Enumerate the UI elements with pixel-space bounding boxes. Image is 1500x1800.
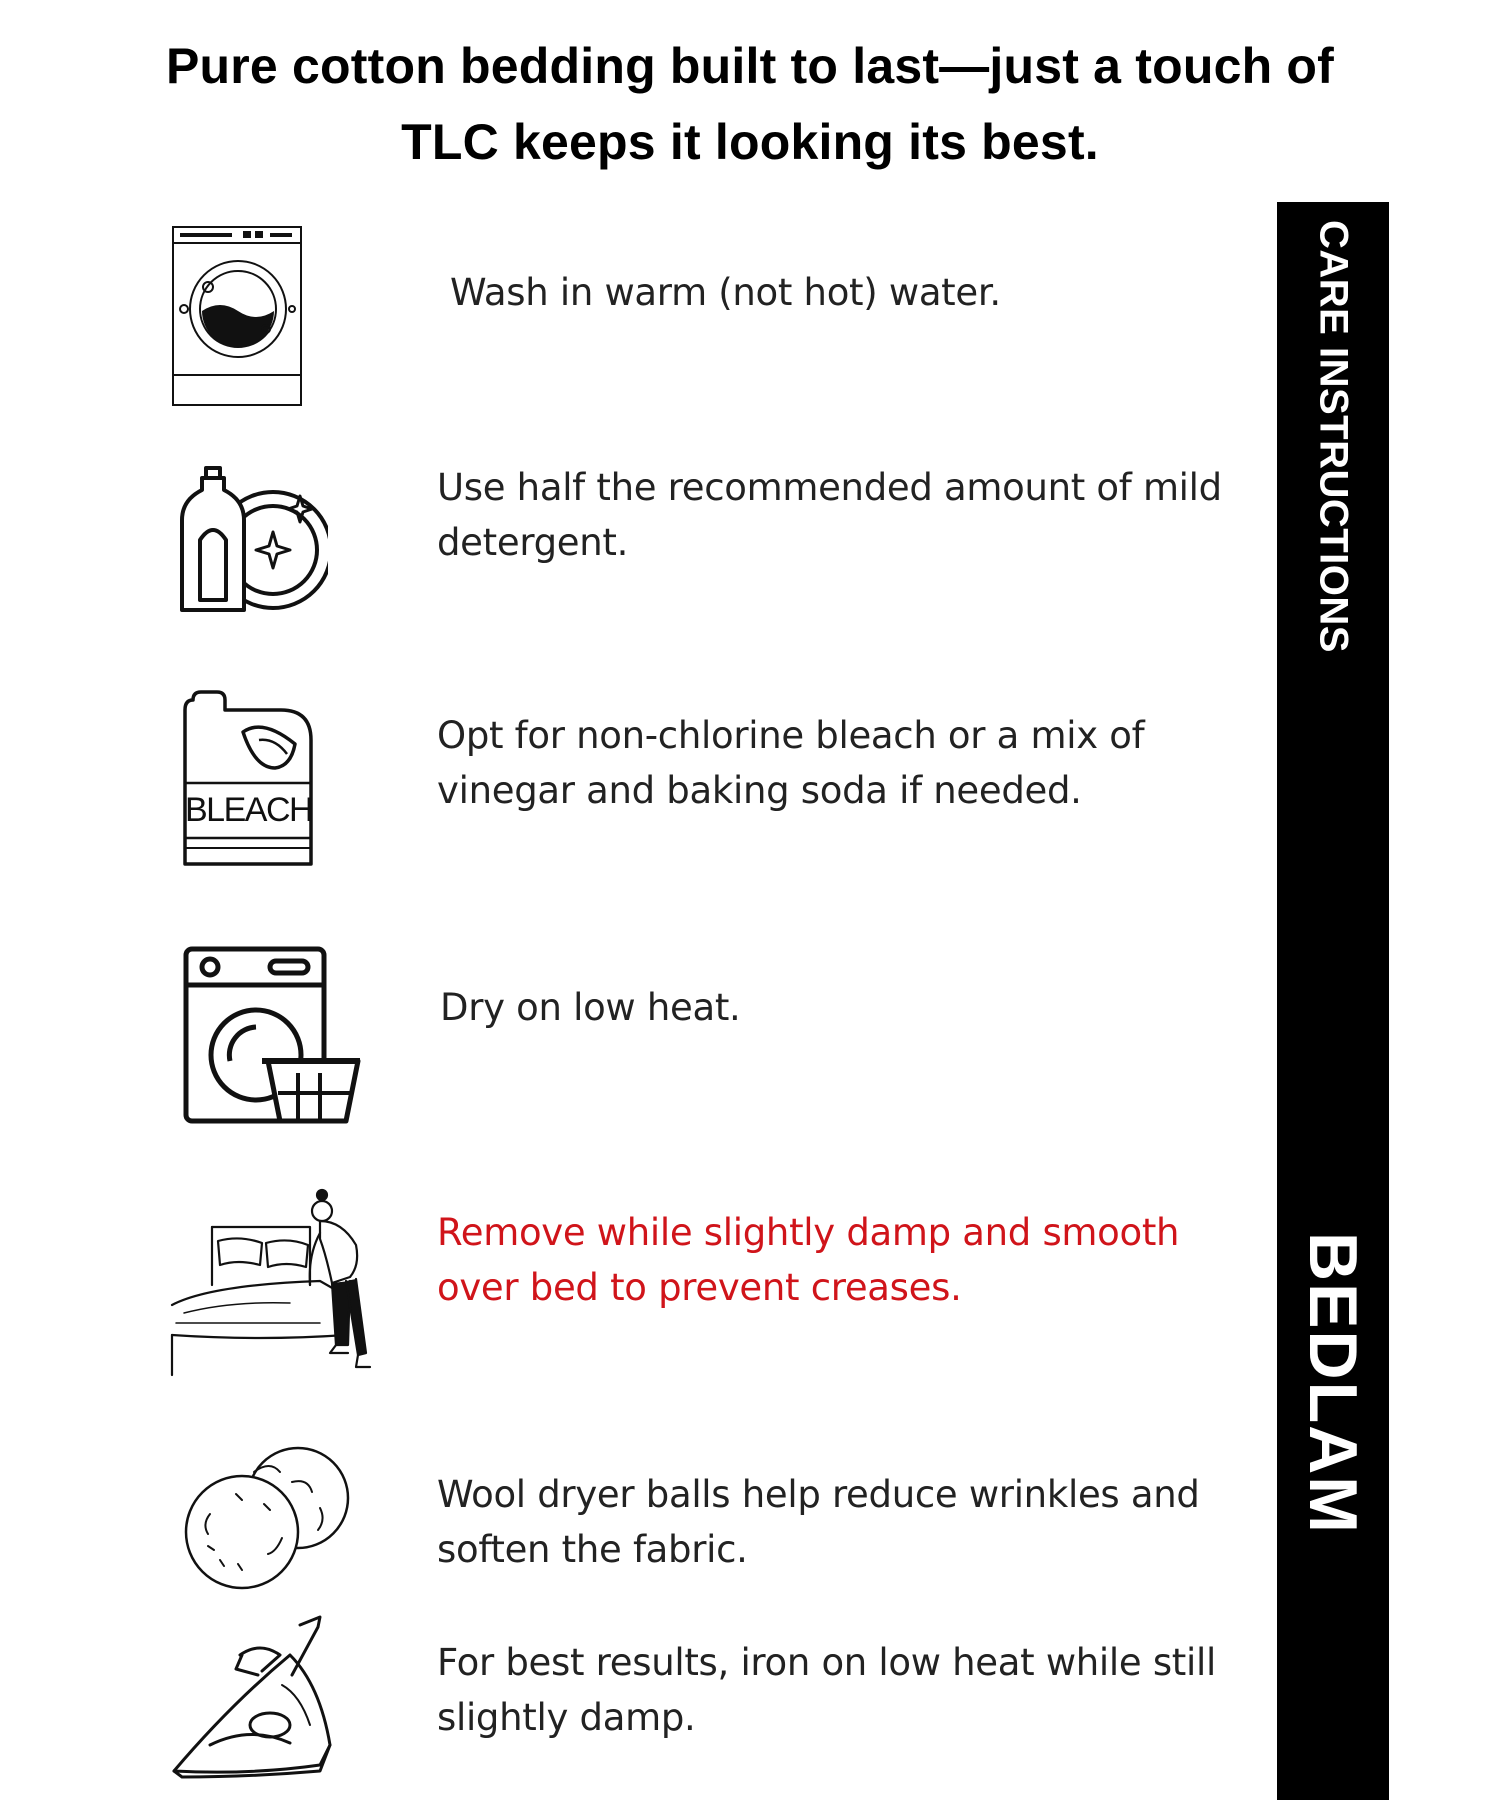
washing-machine-icon [172,225,304,407]
care-step-text-highlighted: Remove while slightly damp and smooth over bed to prevent creases. [437,1211,1180,1309]
care-step-text: Wash in warm (not hot) water. [450,271,1001,314]
care-step-text: Dry on low heat. [440,986,741,1029]
care-instructions-sidebar [1277,202,1389,1800]
care-step-text: Opt for non-chlorine bleach or a mix of vinegar and baking soda if needed. [437,714,1145,812]
dryer-icon [182,945,362,1125]
care-step-text: Use half the recommended amount of mild detergent. [437,466,1222,564]
detergent-bottle-icon [178,460,328,615]
section-label: CARE INSTRUCTIONS [1311,220,1356,653]
bleach-bottle-icon [183,688,313,866]
person-making-bed-icon [170,1185,395,1385]
care-step-text: For best results, iron on low heat while still slightly damp. [437,1641,1216,1739]
wool-dryer-balls-icon [180,1442,350,1592]
care-step-text: Wool dryer balls help reduce wrinkles and soften the fabric. [437,1473,1200,1571]
headline-line-2: TLC keeps it looking its best. [401,114,1099,170]
headline [40,28,1460,180]
brand-logo-text: BEDLAM [1295,1232,1371,1535]
bleach-label: BLEACH [185,791,313,829]
headline-line-1: Pure cotton bedding built to last—just a touch of [165,38,1335,94]
steam-iron-icon [170,1615,350,1780]
